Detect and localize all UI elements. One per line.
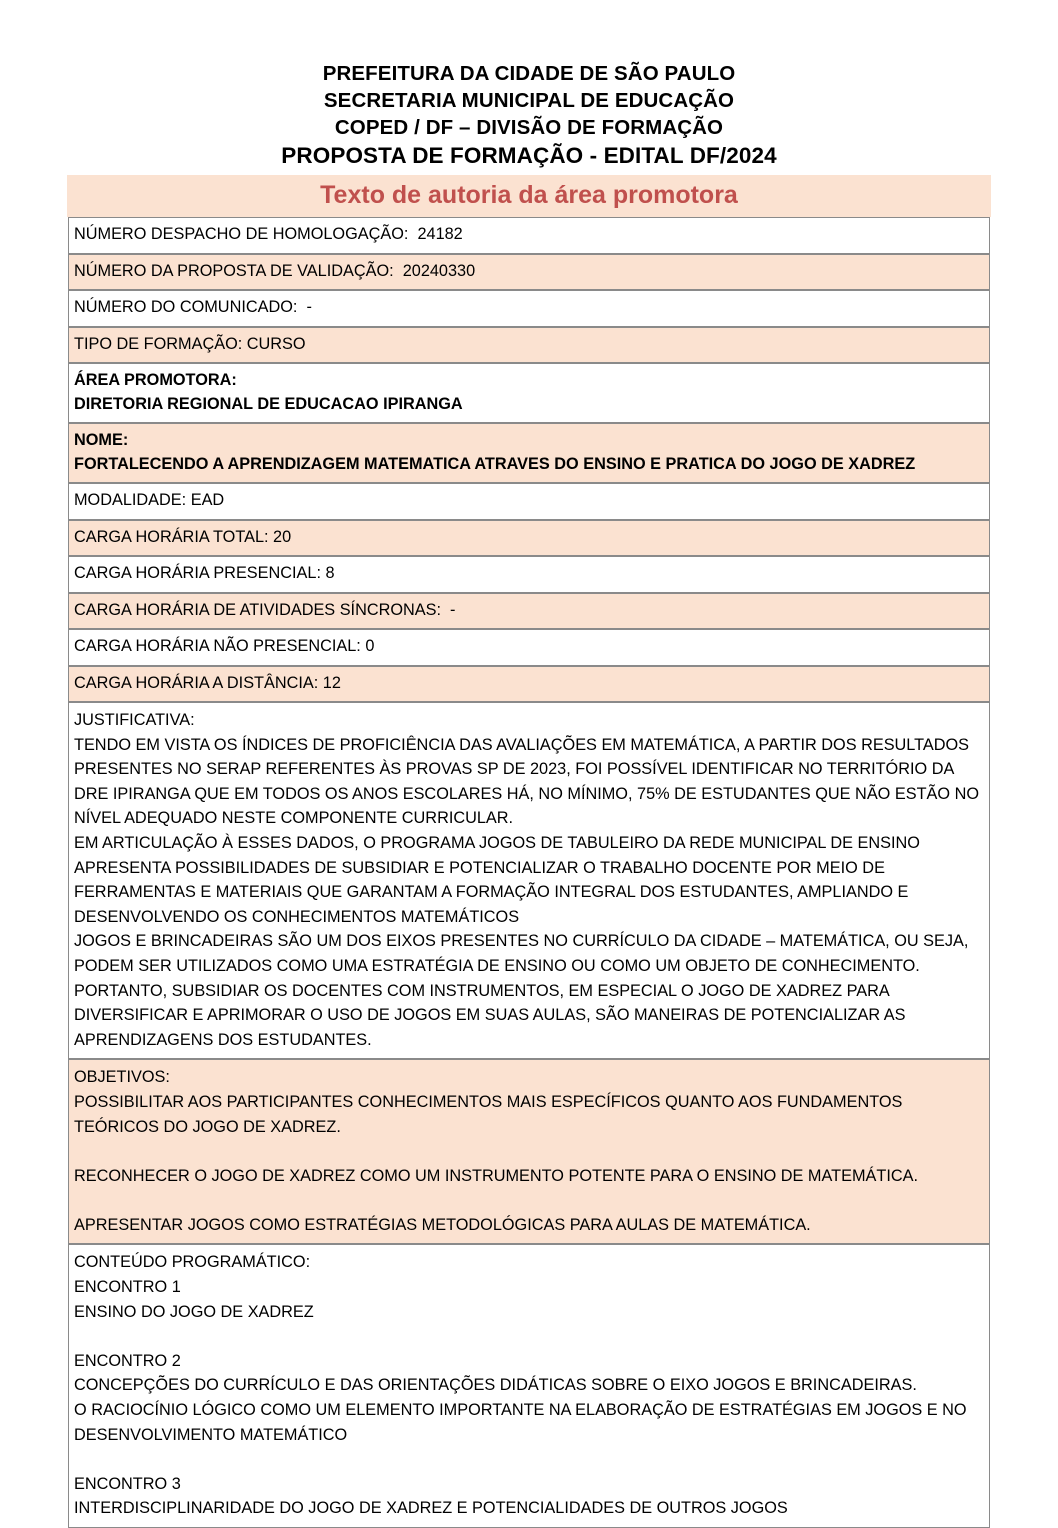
table-row-carga-horaria-atividades-sincronas [68,593,990,630]
cell-modalidade [68,483,990,520]
authorship-banner [67,175,991,217]
table-row-carga-horaria-a-distancia [68,666,990,703]
table-row-carga-horaria-nao-presencial [68,629,990,666]
cell-blank-line [74,1324,985,1349]
table-row-carga-horaria-presencial [68,556,990,593]
cell-tipo-de-formacao [68,327,990,364]
cell-text-line: FORTALECENDO A APRENDIZAGEM MATEMATICA ATRAVES DO ENSINO E PRATICA DO JOGO DE XADREZ [74,454,916,473]
cell-blank-line [74,1447,985,1472]
cell-text-line: ENSINO DO JOGO DE XADREZ [74,1302,314,1321]
header-line-prefeitura: PREFEITURA DA CIDADE DE SÃO PAULO [322,62,736,85]
table-row-justificativa [68,702,990,1059]
table-row-objetivos [68,1059,990,1244]
table-row-tipo-de-formacao [68,327,990,364]
cell-text-line: TENDO EM VISTA OS ÍNDICES DE PROFICIÊNCIA DAS AVALIAÇÕES EM MATEMÁTICA, A PARTIR DOS RESULTADOS PRESENTES NO SERAP REFERENTES ÀS PROVAS SP DE 2023, FOI POSSÍVEL IDENTIFICAR NO TERRITÓRIO DA DRE IPIRANGA QUE EM TODOS OS ANOS ESCOLARES HÁ, NO MÍNIMO, 75% DE ESTUDANTES QUE NÃO ESTÃO NO NÍVEL ADEQUADO NESTE COMPONENTE CURRICULAR. [74,735,984,828]
cell-text-line: JUSTIFICATIVA: [74,711,195,729]
cell-text-line: ENCONTRO 2 [74,1351,181,1370]
cell-text-line: CARGA HORÁRIA DE ATIVIDADES SÍNCRONAS: - [74,600,456,619]
cell-text-line: CARGA HORÁRIA NÃO PRESENCIAL: 0 [74,637,375,655]
cell-numero-despacho-homologacao [68,217,990,254]
cell-carga-horaria-total [68,520,990,557]
cell-nome-da-formacao [68,423,990,483]
cell-numero-proposta-validacao [68,254,990,291]
table-row-numero-comunicado [68,290,990,327]
header-line-secretaria: SECRETARIA MUNICIPAL DE EDUCAÇÃO [323,89,735,112]
cell-text-line: TIPO DE FORMAÇÃO: CURSO [74,334,306,353]
cell-text-line: POSSIBILITAR AOS PARTICIPANTES CONHECIMENTOS MAIS ESPECÍFICOS QUANTO AOS FUNDAMENTOS TEÓRICOS DO JOGO DE XADREZ. [74,1092,907,1136]
cell-text-line: O RACIOCÍNIO LÓGICO COMO UM ELEMENTO IMPORTANTE NA ELABORAÇÃO DE ESTRATÉGIAS EM JOGOS E NO DESENVOLVIMENTO MATEMÁTICO [74,1401,972,1444]
header-line-proposta: PROPOSTA DE FORMAÇÃO - EDITAL DF/2024 [281,143,777,168]
table-row-area-promotora [68,363,990,423]
cell-text-line: ÁREA PROMOTORA: [74,371,237,389]
cell-carga-horaria-nao-presencial [68,629,990,666]
table-row-numero-proposta-validacao [68,254,990,291]
cell-blank-line [74,1188,985,1213]
cell-text-line: CONCEPÇÕES DO CURRÍCULO E DAS ORIENTAÇÕES DIDÁTICAS SOBRE O EIXO JOGOS E BRINCADEIRAS. [74,1376,917,1395]
cell-text-line: JOGOS E BRINCADEIRAS SÃO UM DOS EIXOS PRESENTES NO CURRÍCULO DA CIDADE – MATEMÁTICA, OU SEJA, PODEM SER UTILIZADOS COMO UMA ESTRATÉGIA DE ENSINO OU COMO UM OBJETO DE CONHECIMENTO. [74,932,973,975]
cell-text-line: DIRETORIA REGIONAL DE EDUCACAO IPIRANGA [74,394,463,413]
cell-justificativa [68,702,990,1059]
cell-text-line: CONTEÚDO PROGRAMÁTICO: [74,1253,311,1272]
cell-carga-horaria-a-distancia [68,666,990,703]
cell-conteudo-programatico [68,1244,990,1528]
cell-text-line: PORTANTO, SUBSIDIAR OS DOCENTES COM INSTRUMENTOS, EM ESPECIAL O JOGO DE XADREZ PARA DIVERSIFICAR E APRIMORAR O USO DE JOGOS EM SUAS AULAS, SÃO MANEIRAS DE POTENCIALIZAR AS APRENDIZAGENS DOS ESTUDANTES. [74,981,910,1049]
cell-text-line: CARGA HORÁRIA PRESENCIAL: 8 [74,564,335,582]
cell-numero-comunicado [68,290,990,327]
table-row-numero-despacho-homologacao [68,217,990,254]
cell-text-line: APRESENTAR JOGOS COMO ESTRATÉGIAS METODOLÓGICAS PARA AULAS DE MATEMÁTICA. [74,1215,811,1234]
proposal-table-body [68,217,990,1528]
cell-text-line: ENCONTRO 3 [74,1474,181,1493]
cell-blank-line [74,1139,985,1164]
cell-carga-horaria-presencial [68,556,990,593]
cell-text-line: CARGA HORÁRIA TOTAL: 20 [74,527,292,546]
table-row-modalidade [68,483,990,520]
cell-text-line: MODALIDADE: EAD [74,491,225,509]
table-row-conteudo-programatico [68,1244,990,1528]
cell-text-line: NÚMERO DA PROPOSTA DE VALIDAÇÃO: 20240330 [74,261,476,280]
document-header [0,0,1058,171]
table-row-nome-da-formacao [68,423,990,483]
cell-text-line: EM ARTICULAÇÃO À ESSES DADOS, O PROGRAMA JOGOS DE TABULEIRO DA REDE MUNICIPAL DE ENSINO APRESENTA POSSIBILIDADES DE SUBSIDIAR E POTENCIALIZAR O TRABALHO DOCENTE POR MEIO DE FERRAMENTAS E MATERIAIS QUE GARANTAM A FORMAÇÃO INTEGRAL DOS ESTUDANTES, AMPLIANDO E DESENVOLVENDO OS CONHECIMENTOS MATEMÁTICOS [74,833,924,926]
cell-text-line: NÚMERO DESPACHO DE HOMOLOGAÇÃO: 24182 [74,225,463,243]
cell-text-line: CARGA HORÁRIA A DISTÂNCIA: 12 [74,673,341,692]
cell-objetivos [68,1059,990,1244]
cell-text-line: RECONHECER O JOGO DE XADREZ COMO UM INSTRUMENTO POTENTE PARA O ENSINO DE MATEMÁTICA. [74,1166,918,1185]
header-line-coped: COPED / DF – DIVISÃO DE FORMAÇÃO [334,116,724,139]
table-row-carga-horaria-total [68,520,990,557]
cell-text-line: NOME: [74,431,129,449]
cell-text-line: OBJETIVOS: [74,1068,170,1087]
proposal-table [68,217,990,1528]
cell-text-line: NÚMERO DO COMUNICADO: - [74,298,312,316]
cell-text-line: ENCONTRO 1 [74,1278,181,1297]
cell-text-line: INTERDISCIPLINARIDADE DO JOGO DE XADREZ E POTENCIALIDADES DE OUTROS JOGOS [74,1499,788,1518]
cell-area-promotora [68,363,990,423]
authorship-banner-label: Texto de autoria da área promotora [320,181,738,209]
cell-carga-horaria-atividades-sincronas [68,593,990,630]
